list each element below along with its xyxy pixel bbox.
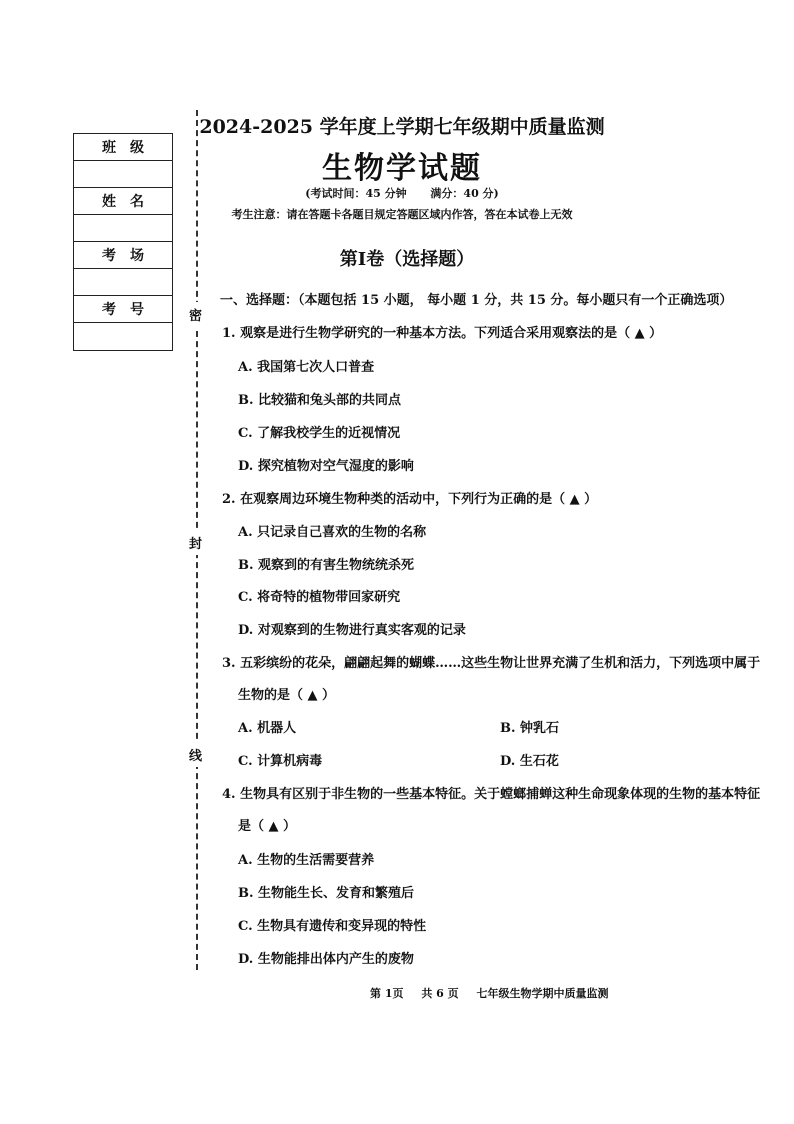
page-footer: [370, 985, 623, 1001]
seal-char-feng: 封: [189, 530, 202, 555]
question-1-option-c[interactable]: C. 了解我校学生的近视情况: [238, 426, 401, 441]
question-2-option-b[interactable]: B. 观察到的有害生物统统杀死: [238, 558, 415, 573]
question-3-option-b[interactable]: B. 钟乳石: [500, 721, 560, 736]
question-4-stem: 4. 生物具有区别于非生物的一些基本特征。关于螳螂捕蝉这种生命现象体现的生物的基本特征: [222, 787, 761, 802]
question-2-option-d[interactable]: D. 对观察到的生物进行真实客观的记录: [238, 623, 466, 638]
number-label: 考号: [74, 296, 172, 323]
number-field[interactable]: [74, 323, 172, 350]
question-1-option-b[interactable]: B. 比较猫和兔头部的共同点: [238, 393, 402, 408]
question-2-option-a[interactable]: A. 只记录自己喜欢的生物的名称: [238, 525, 427, 540]
exam-time: (考试时间：45 分钟: [305, 187, 407, 200]
exam-title: 2024-2025 学年度上学期七年级期中质量监测: [199, 116, 605, 138]
question-3-option-c[interactable]: C. 计算机病毒: [238, 754, 323, 769]
subject-title: 生物学试题: [322, 151, 482, 186]
seal-char-mi: 密: [189, 302, 202, 327]
footer-total: 共 6 页: [421, 987, 459, 1000]
exam-notice: 考生注意：请在答题卡各题目规定答题区域内作答，答在本试卷上无效: [231, 208, 573, 221]
room-label: 考场: [74, 242, 172, 269]
question-4-option-a[interactable]: A. 生物的生活需要营养: [238, 853, 375, 868]
question-1-option-a[interactable]: A. 我国第七次人口普查: [238, 360, 375, 375]
exam-score: 满分：40 分): [430, 187, 499, 200]
question-1-stem: 1. 观察是进行生物学研究的一种基本方法。下列适合采用观察法的是（ ▲ ）: [222, 326, 663, 341]
question-2-option-c[interactable]: C. 将奇特的植物带回家研究: [238, 590, 401, 605]
question-4-stem-continued: 是（ ▲ ）: [238, 819, 297, 834]
section-title: 第Ⅰ卷（选择题）: [339, 249, 475, 270]
class-label: 班级: [74, 134, 172, 161]
question-3-option-a[interactable]: A. 机器人: [238, 721, 297, 736]
seal-char-xian: 线: [189, 742, 202, 767]
exam-meta: [0, 185, 794, 201]
question-4-option-d[interactable]: D. 生物能排出体内产生的废物: [238, 952, 414, 967]
room-field[interactable]: [74, 269, 172, 296]
question-3-option-d[interactable]: D. 生石花: [500, 754, 559, 769]
question-4-option-c[interactable]: C. 生物具有遗传和变异现的特性: [238, 919, 427, 934]
question-1-option-d[interactable]: D. 探究植物对空气湿度的影响: [238, 459, 414, 474]
name-label: 姓名: [74, 188, 172, 215]
question-3-stem-continued: 生物的是（ ▲ ）: [238, 688, 336, 703]
footer-name: 七年级生物学期中质量监测: [476, 987, 609, 1000]
question-3-stem: 3. 五彩缤纷的花朵，翩翩起舞的蝴蝶……这些生物让世界充满了生机和活力，下列选项中属于: [222, 656, 761, 671]
question-2-stem: 2. 在观察周边环境生物种类的活动中，下列行为正确的是（ ▲ ）: [222, 492, 598, 507]
footer-page: 第 1页: [370, 987, 404, 1000]
part-one-heading: 一、选择题：（本题包括 15 小题， 每小题 1 分，共 15 分。每小题只有一个正确选项）: [220, 293, 733, 308]
question-4-option-b[interactable]: B. 生物能生长、发育和繁殖后: [238, 886, 415, 901]
